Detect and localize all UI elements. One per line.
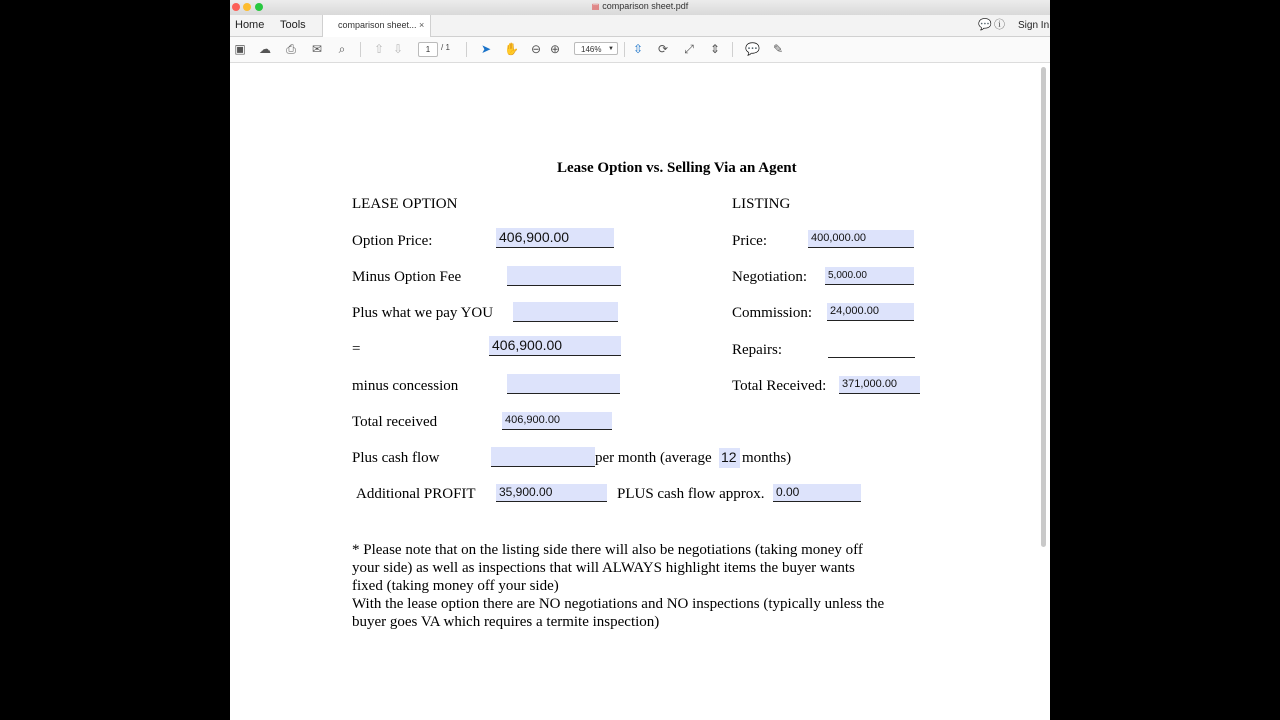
toolbar <box>230 37 1050 63</box>
select-arrow-icon[interactable]: ➤ <box>480 42 492 56</box>
additional-profit-field[interactable]: 35,900.00 <box>496 484 607 502</box>
pen-icon[interactable]: ✎ <box>772 42 784 56</box>
months-field[interactable]: 12 <box>719 448 740 468</box>
search-icon[interactable]: ⌕ <box>338 42 346 56</box>
negotiation-label: Negotiation: <box>732 269 807 285</box>
price-label: Price: <box>732 233 767 249</box>
note-line: your side) as well as inspections that will ALWAYS highlight items the buyer wants <box>352 560 855 576</box>
repairs-label: Repairs: <box>732 342 782 358</box>
next-page-icon[interactable]: ⇩ <box>392 42 404 56</box>
equals-field[interactable]: 406,900.00 <box>489 336 621 356</box>
additional-profit-label: Additional PROFIT <box>356 486 476 502</box>
app-window <box>230 0 1050 720</box>
comment-icon[interactable]: 💬 <box>745 42 760 56</box>
toolbar-separator <box>360 42 361 57</box>
close-tab-icon[interactable]: × <box>419 20 425 30</box>
title-bar <box>230 0 1050 16</box>
scrollbar-thumb[interactable] <box>1041 67 1046 547</box>
upload-icon[interactable]: ☁ <box>259 42 271 56</box>
commission-field[interactable]: 24,000.00 <box>827 303 914 321</box>
toolbar-separator <box>732 42 733 57</box>
minus-concession-label: minus concession <box>352 378 459 394</box>
save-icon[interactable]: ▣ <box>234 42 246 56</box>
scroll-mode-icon[interactable]: ⇕ <box>709 42 721 56</box>
negotiation-field[interactable]: 5,000.00 <box>825 267 914 285</box>
document-title: Lease Option vs. Selling Via an Agent <box>557 160 797 176</box>
repairs-field[interactable] <box>828 339 915 358</box>
window-title <box>230 1 1050 11</box>
zoom-in-icon[interactable]: ⊕ <box>549 42 561 56</box>
plus-cash-flow-label: PLUS cash flow approx. <box>617 486 765 502</box>
total-received-label: Total received <box>352 414 438 430</box>
option-price-label: Option Price: <box>352 233 433 249</box>
note-line: * Please note that on the listing side there will also be negotiations (taking money off <box>352 542 863 558</box>
tab-home[interactable]: Home <box>235 19 265 31</box>
price-field[interactable]: 400,000.00 <box>808 230 914 248</box>
page-number-input[interactable]: 1 <box>418 42 438 57</box>
comment-bubble-icon[interactable]: 💬 <box>978 19 992 31</box>
fit-page-icon[interactable]: ⇳ <box>632 42 644 56</box>
listing-total-received-label: Total Received: <box>732 378 827 394</box>
tab-document[interactable] <box>322 15 431 37</box>
total-received-field[interactable]: 406,900.00 <box>502 412 612 430</box>
option-price-field[interactable]: 406,900.00 <box>496 228 614 248</box>
notes-paragraph <box>352 541 884 631</box>
listing-total-received-field[interactable]: 371,000.00 <box>839 376 920 394</box>
commission-label: Commission: <box>732 305 813 321</box>
plus-cash-flow-field[interactable]: 0.00 <box>773 484 861 502</box>
help-icon[interactable]: ⓘ <box>994 19 1005 31</box>
months-text: months) <box>742 450 792 466</box>
zoom-value: 146% <box>581 45 602 54</box>
page-total: / 1 <box>441 43 450 52</box>
equals-label: = <box>352 341 361 357</box>
minus-option-fee-field[interactable] <box>507 266 621 286</box>
plus-pay-field[interactable] <box>513 302 618 322</box>
previous-page-icon[interactable]: ⇧ <box>373 42 385 56</box>
toolbar-separator <box>466 42 467 57</box>
listing-heading: LISTING <box>732 196 791 212</box>
lease-option-heading: LEASE OPTION <box>352 196 458 212</box>
tab-document-label: comparison sheet... <box>338 20 417 30</box>
plus-pay-label: Plus what we pay YOU <box>352 305 494 321</box>
tab-tools[interactable]: Tools <box>280 19 306 31</box>
note-line: buyer goes VA which requires a termite inspection) <box>352 614 660 630</box>
full-screen-icon[interactable]: ⤢ <box>684 42 694 56</box>
zoom-out-icon[interactable]: ⊖ <box>530 42 542 56</box>
cash-flow-label: Plus cash flow <box>352 450 440 466</box>
tab-bar <box>230 15 1050 37</box>
rotate-icon[interactable]: ⟳ <box>657 42 669 56</box>
pdf-file-icon: ▤ <box>591 2 600 11</box>
cash-flow-field[interactable] <box>491 447 595 467</box>
sign-in-link[interactable]: Sign In <box>1018 20 1050 31</box>
zoom-select[interactable] <box>574 42 618 55</box>
note-line: With the lease option there are NO negotiations and NO inspections (typically unless the <box>352 596 885 612</box>
vertical-scrollbar[interactable] <box>1040 63 1048 720</box>
note-line: fixed (taking money off your side) <box>352 578 559 594</box>
pdf-page <box>230 63 1040 720</box>
toolbar-separator <box>624 42 625 57</box>
minus-concession-field[interactable] <box>507 374 620 394</box>
hand-tool-icon[interactable]: ✋ <box>504 42 519 56</box>
window-title-text: comparison sheet.pdf <box>602 1 689 11</box>
document-content <box>230 63 1040 720</box>
minus-option-fee-label: Minus Option Fee <box>352 269 462 285</box>
per-month-text: per month (average <box>595 450 712 466</box>
print-icon[interactable]: ⎙ <box>286 42 296 56</box>
email-icon[interactable]: ✉ <box>311 42 323 56</box>
chevron-down-icon: ▼ <box>608 46 614 52</box>
